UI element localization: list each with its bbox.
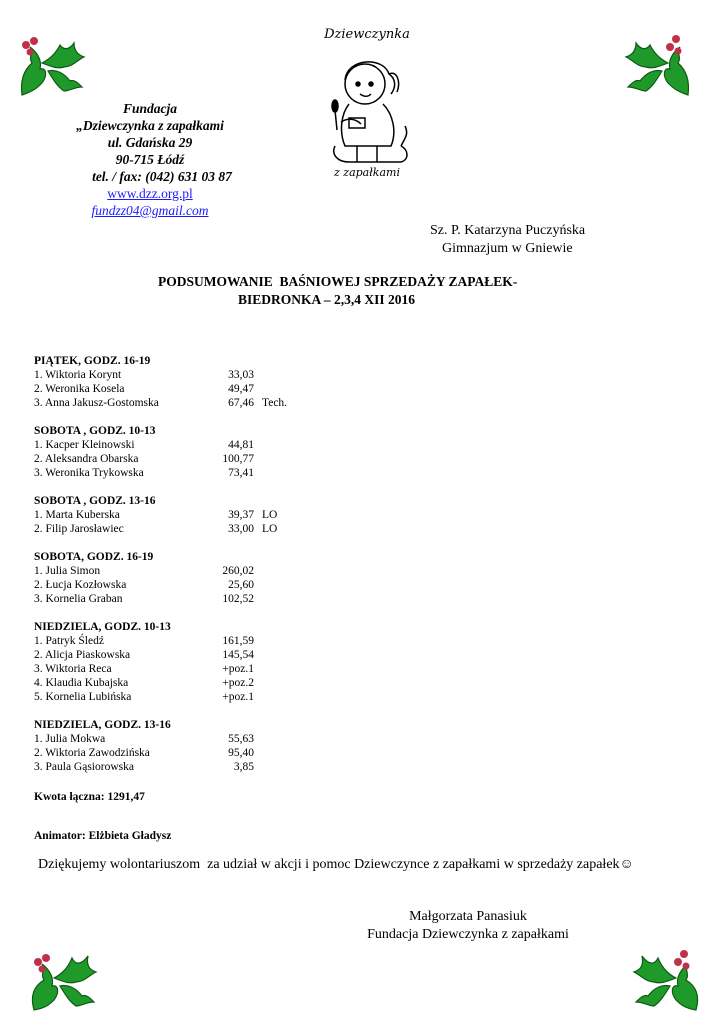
volunteer-amount: 145,54	[222, 649, 254, 661]
volunteer-row	[34, 522, 278, 536]
volunteer-row	[34, 564, 254, 578]
volunteer-amount: +poz.1	[222, 691, 254, 703]
logo	[305, 22, 430, 182]
volunteer-name: 1. Julia Simon	[34, 565, 101, 577]
session-heading: NIEDZIELA, GODZ. 10-13	[34, 621, 171, 633]
session-heading: PIĄTEK, GODZ. 16-19	[34, 355, 151, 367]
animator: Animator: Elżbieta Gładysz	[34, 830, 172, 842]
recipient-name: Sz. P. Katarzyna Puczyńska	[430, 223, 586, 238]
logo-top-text: Dziewczynka	[324, 27, 410, 42]
holly-icon	[628, 940, 708, 1015]
holly-icon	[22, 940, 102, 1015]
session-heading: SOBOTA , GODZ. 10-13	[34, 425, 156, 437]
volunteer-name: 2. Łucja Kozłowska	[34, 579, 127, 591]
volunteer-name: 2. Alicja Piaskowska	[34, 649, 131, 661]
volunteer-amount: 33,03	[228, 369, 254, 381]
volunteer-row	[34, 648, 254, 662]
volunteer-name: 3. Paula Gąsiorowska	[34, 761, 134, 773]
volunteer-amount: 49,47	[228, 383, 254, 395]
volunteer-amount: 161,59	[222, 635, 254, 647]
volunteer-name: 3. Weronika Trykowska	[34, 467, 144, 479]
volunteer-amount: 95,40	[228, 747, 254, 759]
volunteer-row	[34, 746, 254, 760]
volunteer-row	[34, 438, 254, 452]
volunteer-amount: 67,46	[228, 397, 254, 409]
logo-bottom-text: z zapałkami	[334, 166, 400, 179]
org-email-link[interactable]: fundzz04@gmail.com	[91, 203, 209, 218]
volunteer-name: 3. Wiktoria Reca	[34, 663, 112, 675]
signature-block	[358, 908, 578, 944]
volunteer-row	[34, 382, 254, 396]
volunteer-name: 2. Aleksandra Obarska	[34, 453, 139, 465]
volunteer-name: 1. Kacper Kleinowski	[34, 439, 135, 451]
volunteer-amount: 44,81	[228, 439, 254, 451]
volunteer-row	[34, 396, 288, 410]
volunteer-row	[34, 592, 254, 606]
volunteer-note: LO	[262, 523, 278, 535]
volunteer-name: 3. Kornelia Graban	[34, 593, 123, 605]
volunteer-row	[34, 732, 254, 746]
volunteer-amount: 3,85	[233, 761, 254, 773]
volunteer-name: 1. Wiktoria Korynt	[34, 369, 122, 381]
volunteer-row	[34, 578, 254, 592]
volunteer-name: 2. Filip Jarosławiec	[34, 523, 124, 535]
volunteer-amount: 100,77	[222, 453, 254, 465]
session-section	[34, 424, 254, 480]
volunteer-row	[34, 466, 254, 480]
volunteer-amount: 73,41	[228, 467, 254, 479]
org-full-name: „Dziewczynka z zapałkami	[76, 118, 224, 133]
volunteer-row	[34, 662, 254, 676]
session-section	[34, 620, 254, 704]
volunteer-amount: +poz.1	[222, 663, 254, 675]
volunteer-name: 1. Patryk Śledź	[34, 635, 104, 647]
session-section	[34, 354, 288, 410]
volunteer-row	[34, 634, 254, 648]
session-section	[34, 718, 254, 774]
volunteer-name: 2. Weronika Kosela	[34, 383, 125, 395]
org-city: 90-715 Łódź	[115, 152, 185, 167]
session-heading: NIEDZIELA, GODZ. 13-16	[34, 719, 171, 731]
session-heading: SOBOTA, GODZ. 16-19	[34, 551, 154, 563]
org-street: ul. Gdańska 29	[107, 135, 193, 150]
holly-icon	[12, 25, 92, 105]
volunteer-row	[34, 368, 254, 382]
volunteer-amount: 260,02	[222, 565, 254, 577]
volunteer-amount: 25,60	[228, 579, 254, 591]
org-name: Fundacja	[122, 101, 177, 116]
recipient-block	[430, 222, 585, 258]
volunteer-name: 1. Julia Mokwa	[34, 733, 106, 745]
volunteer-row	[34, 452, 254, 466]
title-line-2: BIEDRONKA – 2,3,4 XII 2016	[238, 292, 416, 307]
session-section	[34, 550, 254, 606]
session-section	[34, 494, 278, 536]
document-title	[158, 273, 517, 309]
volunteer-row	[34, 676, 254, 690]
volunteer-note: LO	[262, 509, 278, 521]
volunteer-row	[34, 508, 278, 522]
volunteer-amount: 39,37	[228, 509, 254, 521]
volunteer-amount: 102,52	[222, 593, 254, 605]
volunteer-name: 3. Anna Jakusz-Gostomska	[34, 397, 159, 409]
volunteer-note: Tech.	[262, 397, 288, 409]
volunteer-amount: +poz.2	[222, 677, 254, 689]
signature-org: Fundacja Dziewczynka z zapałkami	[367, 927, 569, 942]
volunteer-row	[34, 760, 254, 774]
total-amount: Kwota łączna: 1291,47	[34, 791, 145, 803]
org-phone: tel. / fax: (042) 631 03 87	[92, 169, 232, 184]
volunteer-name: 1. Marta Kuberska	[34, 509, 120, 521]
title-line-1: PODSUMOWANIE BAŚNIOWEJ SPRZEDAŻY ZAPAŁEK-	[158, 274, 518, 289]
holly-icon	[618, 25, 698, 105]
match-girl-logo-icon	[305, 22, 430, 182]
volunteer-row	[34, 690, 254, 704]
recipient-school: Gimnazjum w Gniewie	[442, 241, 573, 256]
volunteer-name: 5. Kornelia Lubińska	[34, 691, 132, 703]
signature-name: Małgorzata Panasiuk	[409, 909, 527, 924]
organization-header	[50, 100, 250, 219]
volunteer-name: 2. Wiktoria Zawodzińska	[34, 747, 150, 759]
volunteer-amount: 55,63	[228, 733, 254, 745]
session-heading: SOBOTA , GODZ. 13-16	[34, 495, 156, 507]
thanks-message: Dziękujemy wolontariuszom za udział w akcji i pomoc Dziewczynce z zapałkami w sprzedaży zapałek☺	[38, 857, 634, 872]
org-website-link[interactable]: www.dzz.org.pl	[107, 186, 193, 201]
sessions-list	[34, 354, 288, 788]
volunteer-name: 4. Klaudia Kubajska	[34, 677, 129, 689]
volunteer-amount: 33,00	[228, 523, 254, 535]
